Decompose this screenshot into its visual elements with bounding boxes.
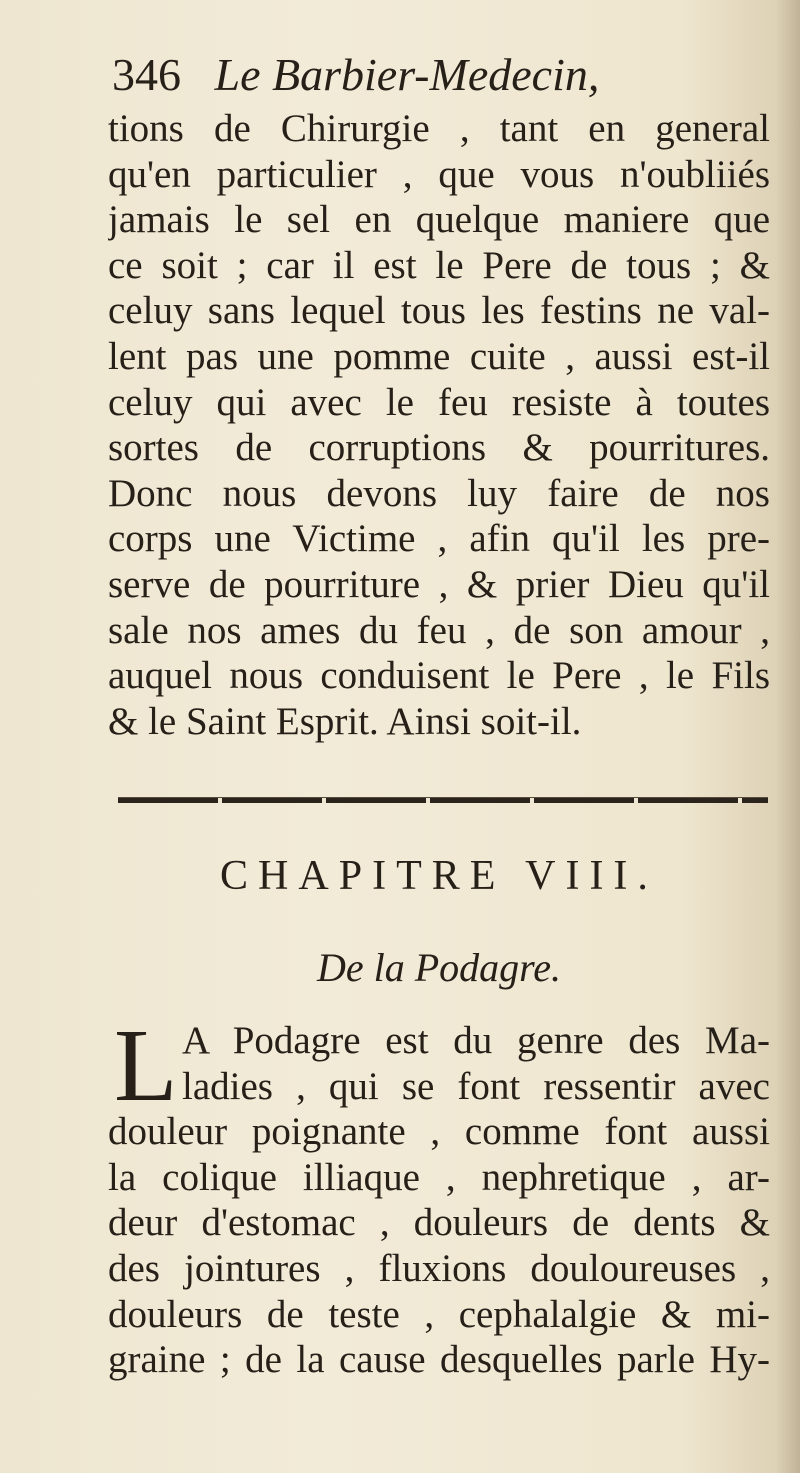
- running-header: [112, 44, 772, 106]
- text-line: sortes de corruptions & pourritures.: [108, 426, 770, 470]
- chapter-subtitle: De la Podagre.: [316, 945, 562, 990]
- drop-cap: L: [114, 1008, 178, 1123]
- text-line: A Podagre est du genre des Ma-: [182, 1019, 770, 1062]
- continued-text: [108, 106, 770, 744]
- text-line: des jointures , fluxions douloureuses ,: [108, 1246, 770, 1290]
- text-line: graine ; de la cause desquelles parle Hy-: [108, 1338, 770, 1382]
- ornamental-rule: [118, 797, 768, 803]
- text-line: jamais le sel en quelque maniere que: [108, 198, 770, 242]
- text-line: douleurs de teste , cephalalgie & mi-: [108, 1292, 770, 1336]
- text-line: auquel nous conduisent le Pere , le Fils: [108, 654, 770, 698]
- text-line: corps une Victime , afin qu'il les pre-: [108, 517, 770, 561]
- text-line: & le Saint Esprit. Ainsi soit-il.: [108, 699, 582, 743]
- text-line: la colique illiaque , nephretique , ar-: [108, 1155, 770, 1199]
- text-line: douleur poignante , comme font aussi: [108, 1110, 770, 1154]
- text-line: tions de Chirurgie , tant en general: [108, 107, 770, 150]
- text-line: qu'en particulier , que vous n'oubliiés: [108, 152, 770, 196]
- running-title: Le Barbier-Medecin,: [214, 49, 600, 100]
- text-line: Donc nous devons luy faire de nos: [108, 471, 770, 515]
- text-line: deur d'estomac , douleurs de dents &: [108, 1201, 770, 1245]
- page-number: 346: [112, 49, 181, 100]
- text-line: sale nos ames du feu , de son amour ,: [108, 608, 770, 652]
- page-gutter-shadow: [776, 0, 800, 1473]
- text-line: celuy sans lequel tous les festins ne val-: [108, 289, 770, 333]
- text-line: serve de pourriture , & prier Dieu qu'il: [108, 562, 770, 606]
- chapter-paragraph: [108, 1008, 770, 1383]
- text-line: ladies , qui se font ressentir avec: [182, 1064, 770, 1108]
- text-line: lent pas une pomme cuite , aussi est-il: [108, 334, 770, 378]
- text-line: celuy qui avec le feu resiste à toutes: [108, 380, 770, 424]
- chapter-heading: CHAPITRE VIII.: [220, 853, 658, 899]
- text-line: ce soit ; car il est le Pere de tous ; &: [108, 243, 770, 287]
